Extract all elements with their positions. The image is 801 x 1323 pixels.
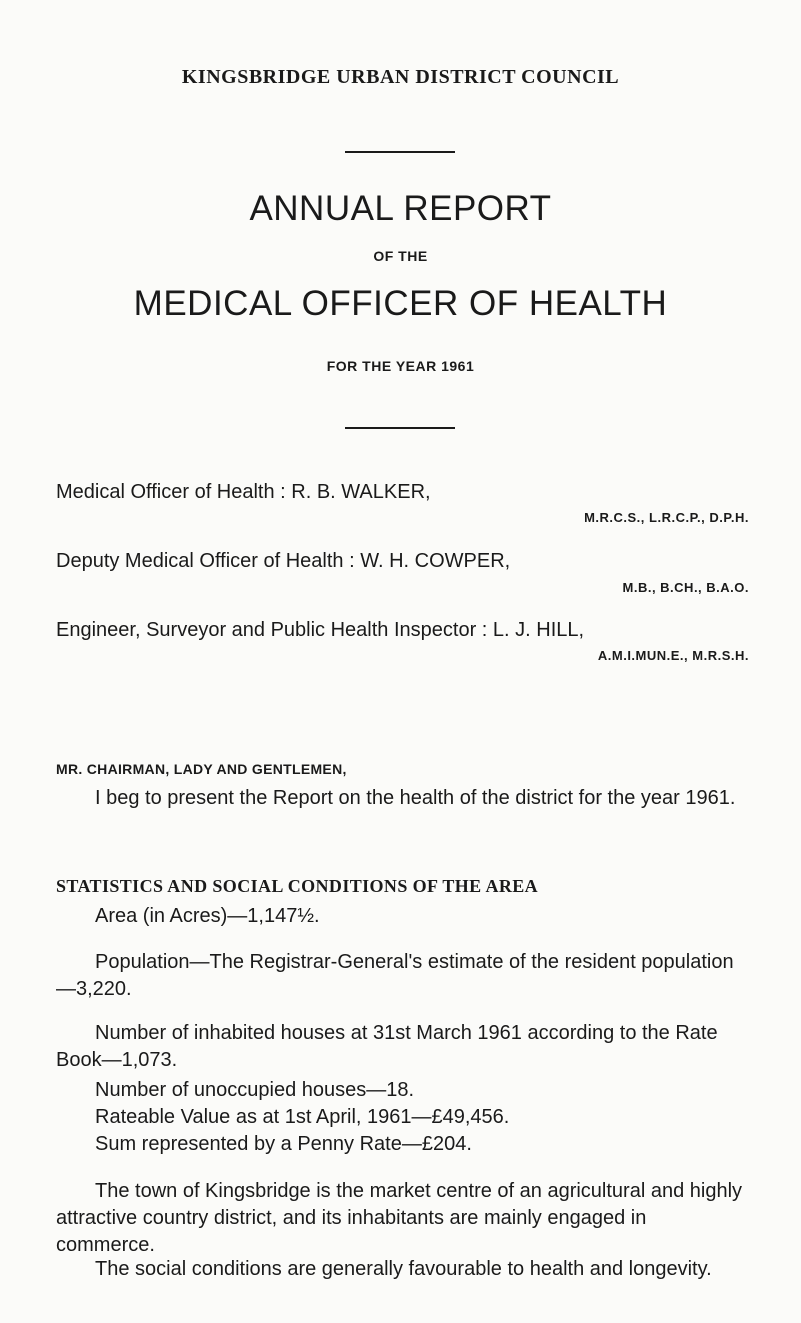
stat-unoccupied: Number of unoccupied houses—18. (95, 1079, 415, 1101)
section-heading: STATISTICS AND SOCIAL CONDITIONS OF THE AREA (56, 876, 539, 896)
stat-rateable-value: Rateable Value as at 1st April, 1961—£49,456. (95, 1106, 510, 1128)
salutation: MR. CHAIRMAN, LADY AND GENTLEMEN, (56, 761, 347, 777)
town-paragraph (56, 1178, 750, 1259)
officer-deputy-qualifications: M.B., B.CH., B.A.O. (622, 580, 749, 595)
report-title: ANNUAL REPORT (249, 189, 552, 228)
stat-houses (56, 1020, 750, 1074)
social-text: The social conditions are generally favourable to health and longevity. (95, 1258, 712, 1280)
divider-top (345, 151, 455, 153)
stat-penny-rate: Sum represented by a Penny Rate—£204. (95, 1133, 472, 1155)
town-text: The town of Kingsbridge is the market centre of an agricultural and highly attractive country district, and its inhabitants are mainly engaged in commerce. (56, 1180, 743, 1256)
divider-bottom (345, 427, 455, 429)
of-the-label: OF THE (373, 248, 428, 264)
stat-population-text: Population—The Registrar-General's estimate of the resident population—3,220. (56, 951, 734, 1000)
officer-deputy-moh: Deputy Medical Officer of Health : W. H. COWPER, (56, 550, 511, 572)
year-line: FOR THE YEAR 1961 (326, 358, 475, 374)
report-subtitle: MEDICAL OFFICER OF HEALTH (133, 284, 668, 323)
officer-moh-qualifications: M.R.C.S., L.R.C.P., D.P.H. (584, 510, 749, 525)
social-paragraph (56, 1256, 750, 1283)
officer-moh: Medical Officer of Health : R. B. WALKER, (56, 481, 431, 503)
stat-area: Area (in Acres)—1,147½. (95, 905, 320, 927)
intro-text: I beg to present the Report on the health of the district for the year 1961. (95, 787, 736, 809)
stat-houses-text: Number of inhabited houses at 31st March 1961 according to the Rate Book—1,073. (56, 1022, 718, 1071)
intro-paragraph (56, 785, 750, 812)
stat-population (56, 949, 750, 1003)
officer-engineer-qualifications: A.M.I.MUN.E., M.R.S.H. (597, 648, 749, 663)
officer-engineer: Engineer, Surveyor and Public Health Inspector : L. J. HILL, (56, 619, 585, 641)
council-name: KINGSBRIDGE URBAN DISTRICT COUNCIL (181, 66, 620, 88)
